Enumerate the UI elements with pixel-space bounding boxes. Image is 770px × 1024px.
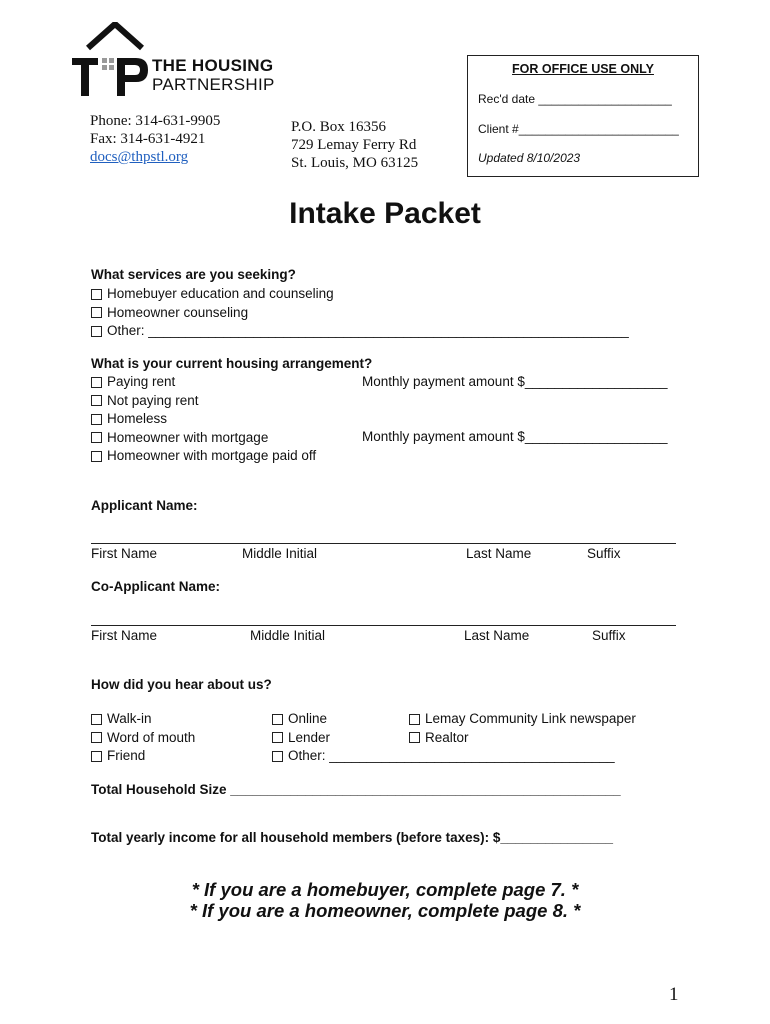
rent-payment-field[interactable]: Monthly payment amount $___________________ [362,374,668,389]
checkbox[interactable] [272,732,283,743]
coapplicant-middle-label: Middle Initial [250,628,326,643]
coapplicant-first-label: First Name [91,628,158,643]
office-use-title: FOR OFFICE USE ONLY [512,62,654,76]
email-link[interactable]: docs@thpstl.org [90,149,189,165]
checkbox[interactable] [91,732,102,743]
hear-option-online[interactable]: Online [272,710,615,729]
applicant-name-line[interactable] [91,543,676,544]
yearly-income-field[interactable]: Total yearly income for all household members (before taxes): $_______________ [91,830,613,845]
hear-question: How did you hear about us? [91,677,272,692]
logo-line1: THE HOUSING [152,56,274,75]
hear-option-realtor[interactable]: Realtor [409,729,636,748]
hear-option-friend[interactable]: Friend [91,747,195,766]
checkbox[interactable] [91,307,102,318]
checkbox[interactable] [91,451,102,462]
services-question: What services are you seeking? [91,267,296,282]
checkbox[interactable] [91,289,102,300]
housing-option-homeless[interactable]: Homeless [91,410,316,429]
applicant-suffix-label: Suffix [587,546,621,561]
checkbox[interactable] [409,732,420,743]
checkbox[interactable] [91,432,102,443]
applicant-last-label: Last Name [466,546,532,561]
checkbox[interactable] [91,751,102,762]
address-line1: P.O. Box 16356 [291,119,387,135]
applicant-middle-label: Middle Initial [242,546,318,561]
homebuyer-instruction: * If you are a homebuyer, complete page 7. * [191,879,579,900]
phone-text: Phone: 314-631-9905 [90,113,221,129]
house-logo-icon [70,22,150,102]
hear-option-other[interactable]: Other: ______________________________________ [272,747,615,766]
checkbox[interactable] [91,414,102,425]
fax-text: Fax: 314-631-4921 [90,131,206,147]
hear-options-col1 [91,710,195,766]
applicant-heading: Applicant Name: [91,498,198,513]
checkbox[interactable] [91,714,102,725]
checkbox[interactable] [91,377,102,388]
housing-question: What is your current housing arrangement? [91,356,373,371]
checkbox[interactable] [272,714,283,725]
logo-line2: PARTNERSHIP [152,75,275,94]
coapplicant-name-line[interactable] [91,625,676,626]
housing-partnership-logo [70,22,300,102]
hear-option-word-of-mouth[interactable]: Word of mouth [91,729,195,748]
checkbox[interactable] [272,751,283,762]
hear-option-lender[interactable]: Lender [272,729,615,748]
hear-option-lemay-newspaper[interactable]: Lemay Community Link newspaper [409,710,636,729]
housing-option-mortgage[interactable]: Homeowner with mortgage [91,429,316,448]
household-size-field[interactable]: Total Household Size ____________________________________________________ [91,782,621,797]
housing-option-paying-rent[interactable]: Paying rent [91,373,316,392]
updated-date: Updated 8/10/2023 [478,151,581,165]
checkbox[interactable] [409,714,420,725]
hear-option-walk-in[interactable]: Walk-in [91,710,195,729]
mortgage-payment-field[interactable]: Monthly payment amount $___________________ [362,429,668,444]
contact-info [90,112,220,166]
coapplicant-suffix-label: Suffix [592,628,626,643]
services-options [91,285,629,341]
mailing-address [291,118,418,172]
housing-option-not-paying-rent[interactable]: Not paying rent [91,392,316,411]
housing-options [91,373,316,466]
service-option-other[interactable]: Other: ________________________________________________________________ [91,322,629,341]
checkbox[interactable] [91,326,102,337]
housing-option-mortgage-paid-off[interactable]: Homeowner with mortgage paid off [91,447,316,466]
service-option-homeowner[interactable]: Homeowner counseling [91,304,629,323]
office-use-box [467,55,699,177]
checkbox[interactable] [91,395,102,406]
applicant-first-label: First Name [91,546,158,561]
client-number-field: Client #________________________ [478,122,679,136]
page-number: 1 [669,984,679,1005]
hear-options-col3 [409,710,636,747]
homeowner-instruction: * If you are a homeowner, complete page 8. * [189,900,581,921]
page-title: Intake Packet [289,197,481,230]
address-line3: St. Louis, MO 63125 [291,155,419,171]
address-line2: 729 Lemay Ferry Rd [291,137,417,153]
recd-date-field: Rec'd date ____________________ [478,92,672,106]
service-option-homebuyer[interactable]: Homebuyer education and counseling [91,285,629,304]
coapplicant-last-label: Last Name [464,628,530,643]
coapplicant-heading: Co-Applicant Name: [91,579,221,594]
